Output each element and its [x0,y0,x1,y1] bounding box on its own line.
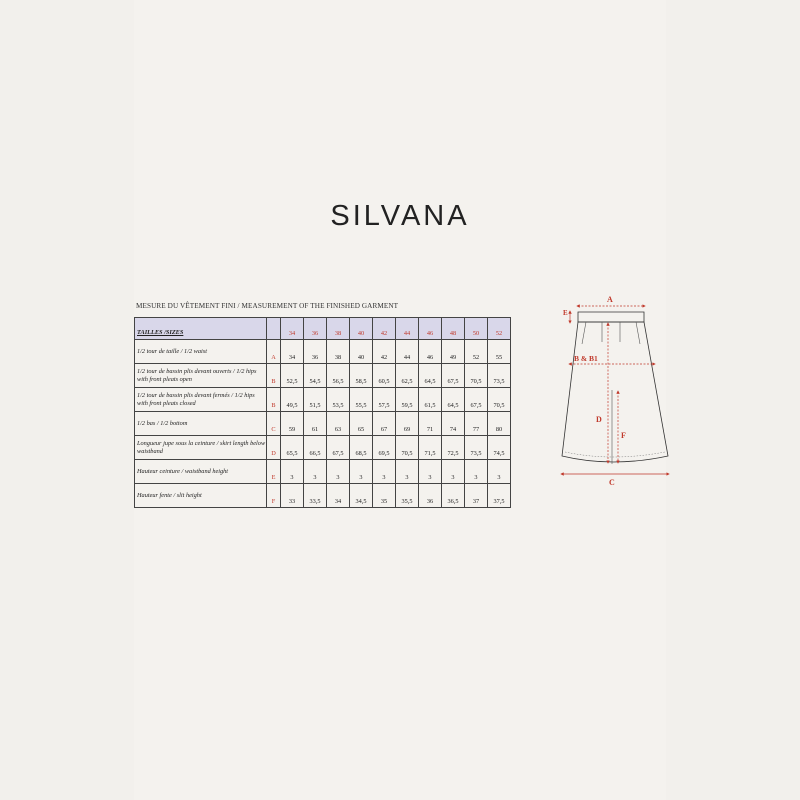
table-cell: 67 [373,412,396,436]
table-cell: 68,5 [350,436,373,460]
size-header: 50 [465,318,488,340]
table-cell: 74 [442,412,465,436]
table-cell: 80 [488,412,511,436]
table-cell: 60,5 [373,364,396,388]
table-cell: 72,5 [442,436,465,460]
table-cell: 67,5 [442,364,465,388]
row-letter: B [267,388,281,412]
size-header: 34 [281,318,304,340]
header-letter-cell [267,318,281,340]
table-cell: 67,5 [465,388,488,412]
table-cell: 74,5 [488,436,511,460]
table-cell: 61,5 [419,388,442,412]
table-cell: 3 [327,460,350,484]
table-cell: 34,5 [350,484,373,508]
table-cell: 52 [465,340,488,364]
size-header: 40 [350,318,373,340]
size-header: 52 [488,318,511,340]
page-title: SILVANA [330,200,470,232]
table-cell: 40 [350,340,373,364]
table-cell: 70,5 [396,436,419,460]
table-cell: 70,5 [488,388,511,412]
row-letter: B [267,364,281,388]
table-cell: 58,5 [350,364,373,388]
table-cell: 62,5 [396,364,419,388]
table-row [135,460,511,484]
row-label: 1/2 tour de bassin plis devant fermés / 1/2 hips with front pleats closed [135,388,267,412]
label-c: C [609,478,615,487]
table-cell: 37 [465,484,488,508]
table-cell: 71 [419,412,442,436]
table-cell: 3 [304,460,327,484]
table-cell: 55 [488,340,511,364]
row-letter: A [267,340,281,364]
header-label: TAILLES /SIZES [135,318,267,340]
table-cell: 3 [396,460,419,484]
table-cell: 67,5 [327,436,350,460]
table-cell: 55,5 [350,388,373,412]
size-header: 42 [373,318,396,340]
row-label: 1/2 bas / 1/2 bottom [135,412,267,436]
table-cell: 69,5 [373,436,396,460]
table-cell: 51,5 [304,388,327,412]
table-cell: 3 [281,460,304,484]
table-cell: 56,5 [327,364,350,388]
table-cell: 52,5 [281,364,304,388]
row-label: 1/2 tour de bassin plis devant ouverts / 1/2 hips with front pleats open [135,364,267,388]
size-header: 46 [419,318,442,340]
size-header: 36 [304,318,327,340]
table-cell: 3 [465,460,488,484]
row-label: 1/2 tour de taille / 1/2 waist [135,340,267,364]
table-cell: 36 [304,340,327,364]
table-cell: 46 [419,340,442,364]
table-cell: 35 [373,484,396,508]
table-cell: 65 [350,412,373,436]
table-cell: 3 [419,460,442,484]
row-label: Hauteur fente / slit height [135,484,267,508]
table-cell: 49,5 [281,388,304,412]
table-cell: 34 [281,340,304,364]
table-cell: 77 [465,412,488,436]
size-header: 44 [396,318,419,340]
skirt-outline [578,312,644,322]
table-row [135,484,511,508]
table-cell: 38 [327,340,350,364]
table-caption: MESURE DU VÊTEMENT FINI / MEASUREMENT OF THE FINISHED GARMENT [136,302,399,310]
table-cell: 69 [396,412,419,436]
table-cell: 3 [350,460,373,484]
table-cell: 53,5 [327,388,350,412]
skirt-body [562,322,668,462]
table-cell: 64,5 [419,364,442,388]
table-cell: 33 [281,484,304,508]
table-cell: 42 [373,340,396,364]
table-cell: 70,5 [465,364,488,388]
row-letter: F [267,484,281,508]
table-cell: 65,5 [281,436,304,460]
table-cell: 57,5 [373,388,396,412]
table-cell: 35,5 [396,484,419,508]
table-row [135,412,511,436]
table-cell: 37,5 [488,484,511,508]
row-letter: D [267,436,281,460]
table-cell: 64,5 [442,388,465,412]
table-row [135,436,511,460]
table-cell: 71,5 [419,436,442,460]
table-row [135,340,511,364]
table-cell: 61 [304,412,327,436]
table-cell: 36 [419,484,442,508]
label-e: E [563,309,568,317]
label-a: A [607,295,613,304]
table-cell: 36,5 [442,484,465,508]
size-header: 48 [442,318,465,340]
label-b: B & B1 [574,354,598,363]
table-cell: 34 [327,484,350,508]
table-cell: 33,5 [304,484,327,508]
table-cell: 63 [327,412,350,436]
row-letter: C [267,412,281,436]
table-cell: 49 [442,340,465,364]
table-cell: 3 [442,460,465,484]
table-row [135,388,511,412]
table-cell: 3 [488,460,511,484]
table-cell: 59 [281,412,304,436]
skirt-diagram [556,282,680,494]
table-cell: 44 [396,340,419,364]
table-cell: 59,5 [396,388,419,412]
size-chart-table [134,317,511,508]
table-header-row [135,318,511,340]
row-letter: E [267,460,281,484]
label-f: F [621,431,626,440]
row-label: Hauteur ceinture / waistband height [135,460,267,484]
row-label: Longueur jupe sous la ceinture / skirt length below waistband [135,436,267,460]
size-header: 38 [327,318,350,340]
table-cell: 73,5 [465,436,488,460]
label-d: D [596,415,602,424]
table-cell: 54,5 [304,364,327,388]
table-cell: 3 [373,460,396,484]
table-row [135,364,511,388]
table-cell: 66,5 [304,436,327,460]
table-cell: 73,5 [488,364,511,388]
